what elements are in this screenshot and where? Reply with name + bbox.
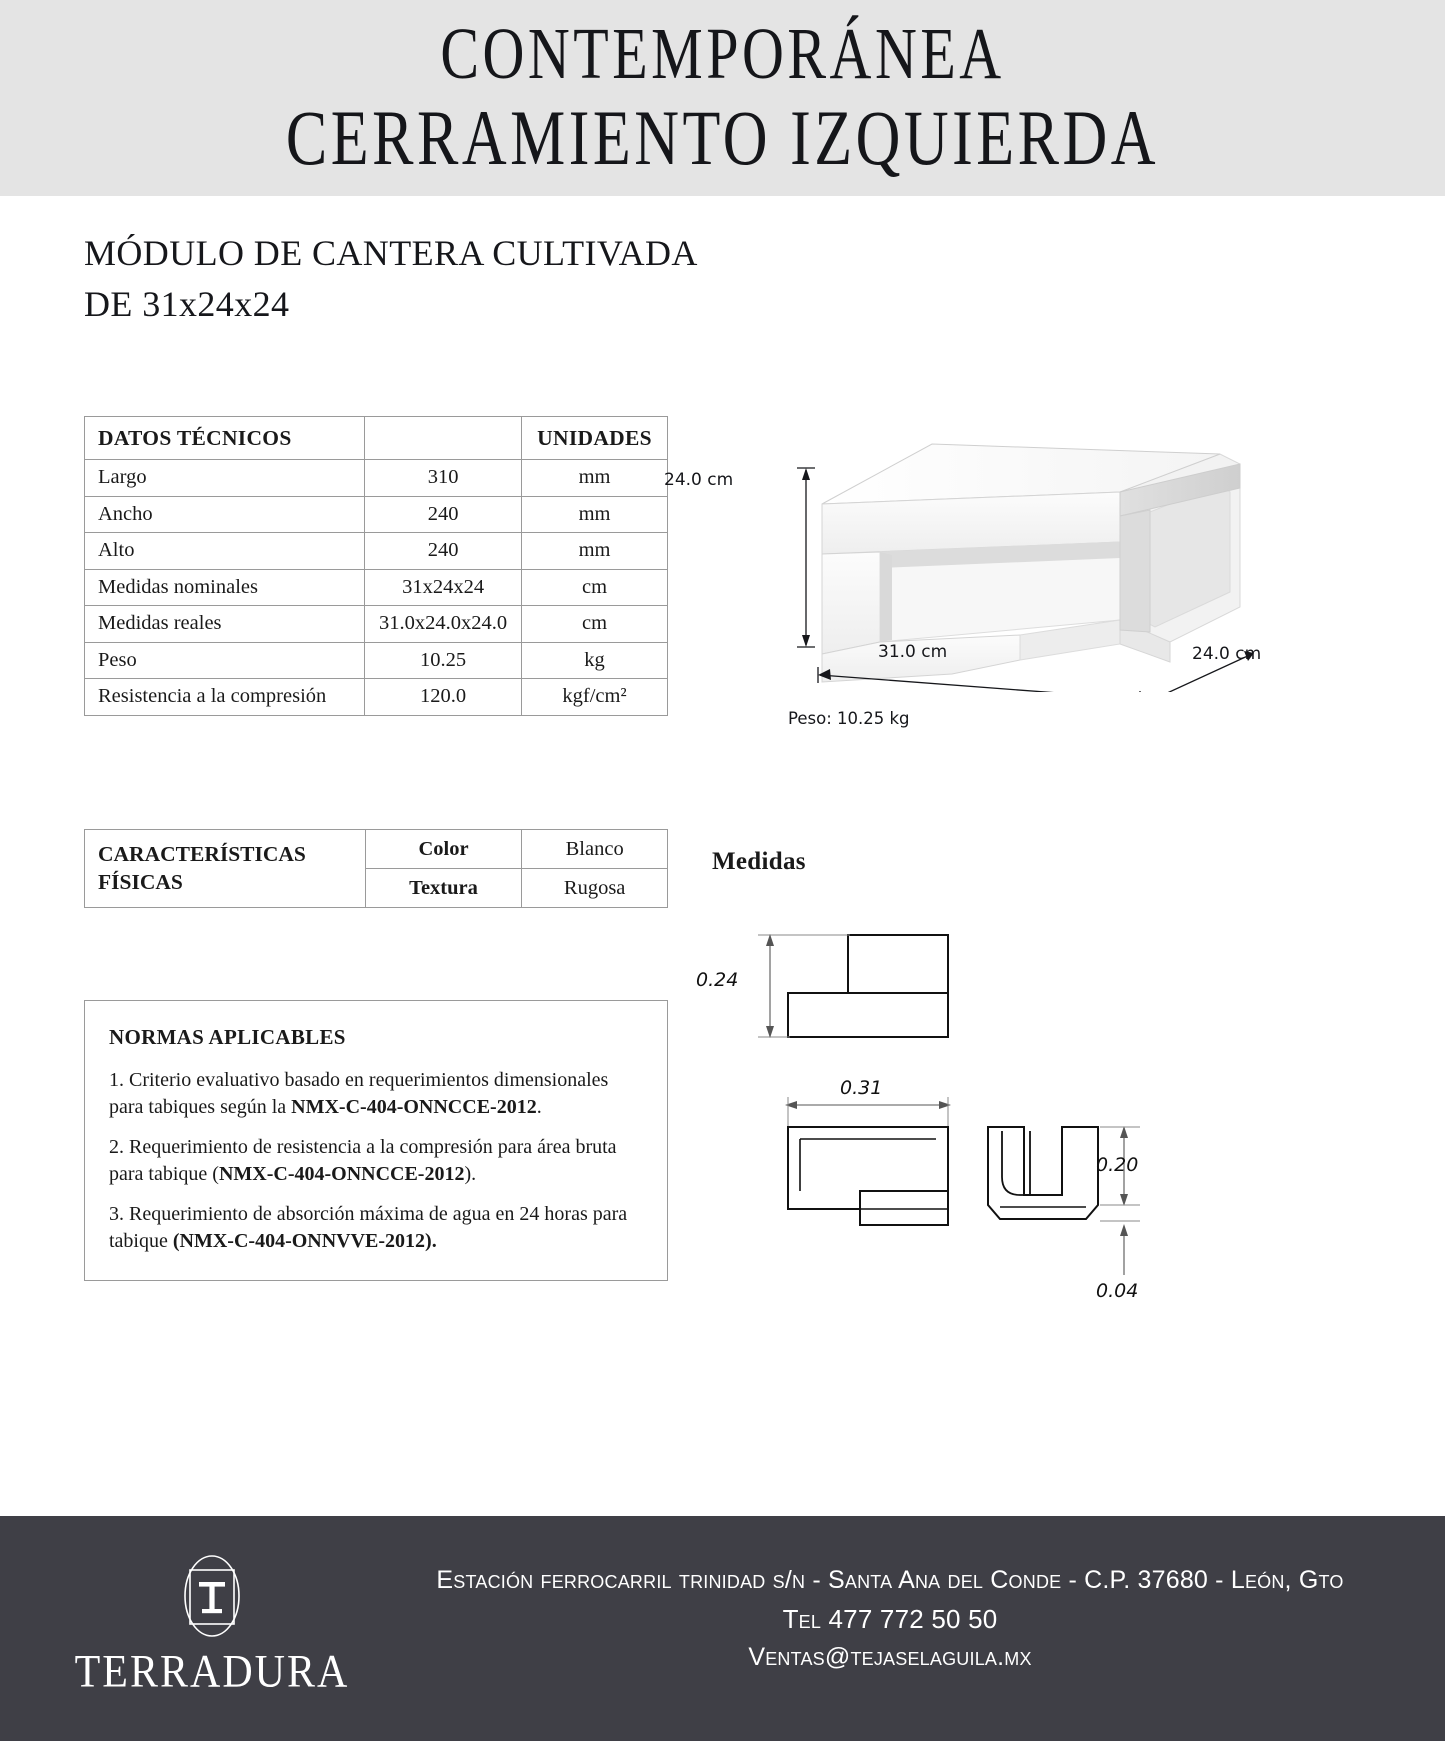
norm-code: NMX-C-404-ONNCCE-2012 — [291, 1095, 537, 1118]
tech-row-label: Peso — [85, 642, 365, 679]
tech-row-value: 10.25 — [365, 642, 522, 679]
tech-row-unit: mm — [522, 496, 668, 533]
header-title-line1: CONTEMPORÁNEA — [440, 12, 1005, 95]
company-logo — [62, 1554, 362, 1698]
view-front-elevation — [785, 1097, 951, 1225]
tech-row-value: 240 — [365, 496, 522, 533]
brand-wordmark: TERRADURA — [74, 1646, 350, 1698]
photo-length-dimension: 31.0 cm — [878, 642, 948, 662]
applicable-norms-box — [84, 1000, 668, 1281]
norm-text-pre: 1. Criterio evaluativo basado en requerimientos dimensionales para tabiques según la — [109, 1068, 609, 1118]
norm-item — [109, 1201, 643, 1255]
norm-text-pre: 2. Requerimiento de resistencia a la compresión para área bruta para tabique ( — [109, 1135, 617, 1186]
tech-row-label: Ancho — [85, 496, 365, 533]
norm-item — [109, 1134, 643, 1188]
norm-text-post: . — [536, 1095, 542, 1118]
table-row — [85, 533, 668, 570]
char-row-key: Color — [365, 830, 522, 869]
photo-height-dimension: 24.0 cm — [664, 470, 734, 490]
tech-row-value: 31x24x24 — [365, 569, 522, 606]
view-side-section — [988, 1126, 1140, 1275]
norm-item — [109, 1067, 643, 1121]
char-row-value: Rugosa — [522, 869, 668, 908]
product-subtitle-line1: MÓDULO DE CANTERA CULTIVADA — [84, 233, 698, 273]
footer-email[interactable]: Ventas@tejaselaguila.mx — [748, 1642, 1032, 1671]
medidas-top-height-dimension: 0.24 — [696, 969, 739, 991]
table-row — [85, 496, 668, 533]
photo-depth-dimension: 24.0 cm — [1192, 644, 1262, 664]
tech-row-label: Resistencia a la compresión — [85, 679, 365, 716]
tech-row-value: 310 — [365, 460, 522, 497]
product-subtitle-line2: DE 31x24x24 — [84, 284, 290, 325]
header-title-line2: CERRAMIENTO IZQUIERDA — [285, 95, 1160, 182]
medidas-views-svg — [700, 905, 1260, 1325]
terradura-emblem-icon — [172, 1554, 252, 1638]
product-photo-isometric — [664, 392, 1262, 692]
medidas-section-title: Medidas — [712, 848, 806, 875]
medidas-front-width-dimension: 0.31 — [840, 1077, 883, 1099]
medidas-side-foot-dimension: 0.04 — [1096, 1280, 1139, 1302]
tech-header-value — [365, 417, 522, 460]
footer-contact-info — [360, 1562, 1420, 1676]
page-header — [0, 0, 1445, 196]
tech-row-unit: cm — [522, 606, 668, 643]
table-row — [85, 460, 668, 497]
char-row-key: Textura — [365, 869, 522, 908]
tech-row-unit: mm — [522, 460, 668, 497]
tech-row-unit: cm — [522, 569, 668, 606]
char-row-value: Blanco — [522, 830, 668, 869]
norm-text-post: ). — [464, 1163, 477, 1186]
product-subtitle — [84, 228, 904, 330]
tech-row-unit: kgf/cm² — [522, 679, 668, 716]
char-table-title: CARACTERÍSTICAS FÍSICAS — [85, 830, 366, 908]
tech-header-unit: UNIDADES — [522, 417, 668, 460]
norm-code: (NMX-C-404-ONNVVE-2012). — [172, 1230, 437, 1253]
physical-characteristics-table — [84, 829, 668, 908]
technical-data-table — [84, 416, 668, 716]
tech-row-value: 31.0x24.0x24.0 — [365, 606, 522, 643]
tech-row-unit: mm — [522, 533, 668, 570]
norm-code: NMX-C-404-ONNCCE-2012 — [218, 1163, 465, 1186]
tech-row-label: Largo — [85, 460, 365, 497]
tech-header-label: DATOS TÉCNICOS — [85, 417, 365, 460]
table-row — [85, 679, 668, 716]
tech-row-unit: kg — [522, 642, 668, 679]
footer-address: Estación ferrocarril trinidad s/n - Santa Ana del Conde - C.P. 37680 - León, Gto — [436, 1566, 1344, 1594]
product-3d-drawing — [700, 392, 1260, 692]
tech-row-label: Medidas reales — [85, 606, 365, 643]
table-header-row — [85, 417, 668, 460]
footer-phone[interactable]: Tel 477 772 50 50 — [782, 1603, 998, 1634]
tech-row-value: 120.0 — [365, 679, 522, 716]
table-row — [85, 642, 668, 679]
norms-title: NORMAS APLICABLES — [109, 1025, 346, 1049]
page-footer — [0, 1516, 1445, 1741]
tech-row-label: Alto — [85, 533, 365, 570]
medidas-side-height-dimension: 0.20 — [1096, 1154, 1139, 1176]
table-row — [85, 569, 668, 606]
tech-row-value: 240 — [365, 533, 522, 570]
table-row — [85, 606, 668, 643]
photo-weight-caption: Peso: 10.25 kg — [788, 709, 910, 728]
table-row — [85, 830, 668, 869]
norm-text-pre: 3. Requerimiento de absorción máxima de agua en 24 horas para tabique — [109, 1203, 628, 1253]
medidas-drawings — [696, 905, 1260, 1325]
tech-row-label: Medidas nominales — [85, 569, 365, 606]
view-top-profile — [758, 934, 948, 1038]
